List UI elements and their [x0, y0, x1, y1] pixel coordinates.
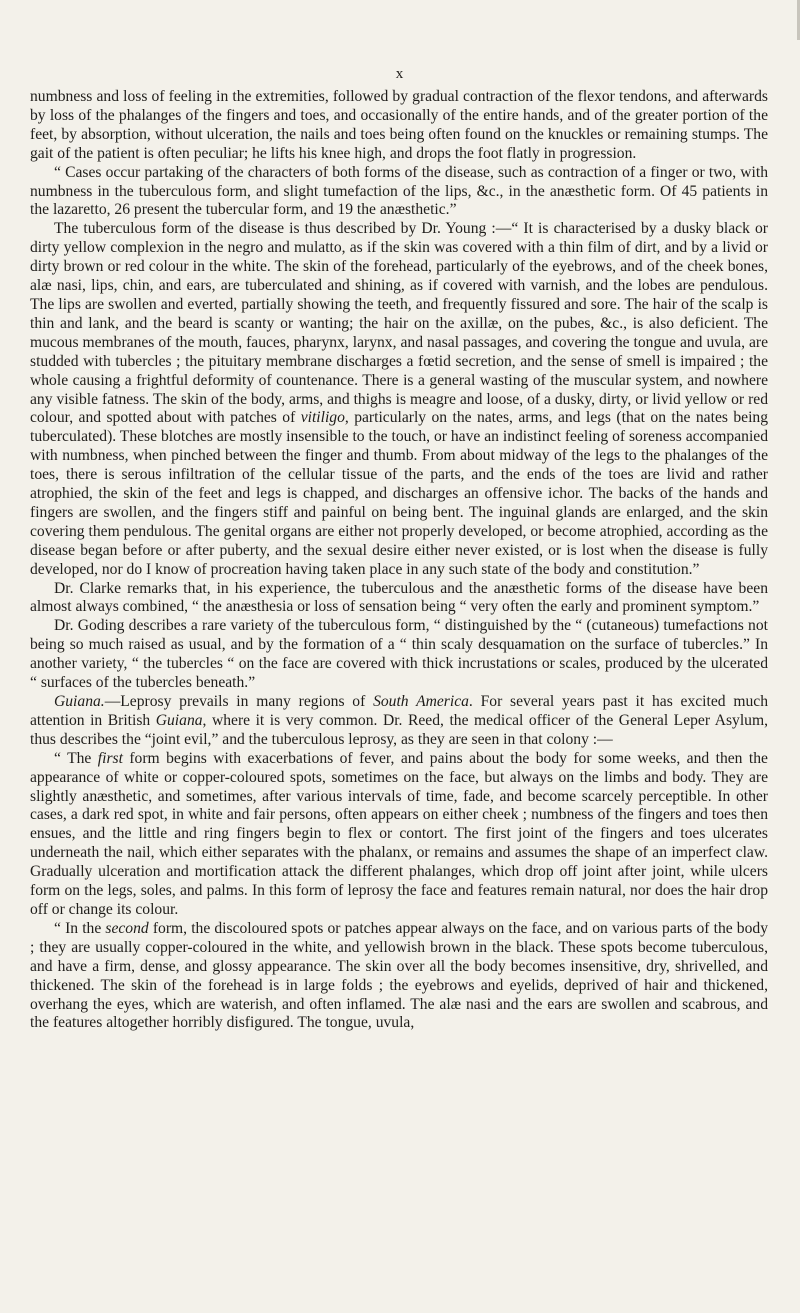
italic-text: vitiligo — [300, 409, 345, 427]
text-run: numbness and loss of feeling in the extremities, followed by gradual contraction of the flexor tendons, and afterwards by loss of the phalanges of the fingers and toes, and occasionally of the entire hands, and of the greater portion of the feet, by absorption, without ulceration, the nails and toes being often found on the knuckles or remaining stumps. The gait of the patient is often peculiar; he lifts his knee high, and drops the foot flatly in progression. — [30, 88, 768, 162]
italic-text: first — [97, 749, 123, 767]
text-run: Dr. Clarke remarks that, in his experience, the tuberculous and the anæsthetic forms of the disease have been almost always combined, “ the anæsthesia or loss of sensation being “ very often the early and prominent symptom.” — [30, 579, 768, 616]
text-run: , particularly on the nates, arms, and legs (that on the nates being tuberculated). These blotches are mostly insensible to the touch, or have an indistinct feeling of soreness accompanied with numbness, when pinched between the finger and thumb. From about midway of the legs to the phalanges of the toes, there is serous infiltration of the cellular tissue of the parts, and the ends of the toes are livid and rather atrophied, the skin of the feet and legs is chapped, and discharges an offensive ichor. The backs of the hands and fingers are swollen, and the fingers stiff and painful on being bent. The inguinal glands are enlarged, and the skin covering them pendulous. The genital organs are either not properly developed, or become atrophied, according as the disease began before or after puberty, and the sexual desire either never existed, or is lost when the disease is fully developed, nor do I know of procreation having taken place in any such state of the body and constitution.” — [30, 409, 768, 578]
paragraph-p8 — [30, 920, 768, 1033]
text-run: form, the discoloured spots or patches appear always on the face, and on various parts of the body ; they are usually copper-coloured in the white, and yellowish brown in the black. These spots become tuberculous, and have a firm, dense, and glossy appearance. The skin over all the body becomes insensitive, dry, shrivelled, and thickened. The skin of the forehead is in large folds ; the eyebrows and eyelids, deprived of hair and thickened, overhang the eyes, which are waterish, and often inflamed. The alæ nasi and the ears are swollen and scabrous, and the features altogether horribly disfigured. The tongue, uvula, — [30, 919, 768, 1032]
text-run: “ In the — [54, 919, 106, 937]
page-number: x — [395, 66, 405, 82]
italic-text: South America — [373, 693, 469, 710]
paragraph-p6 — [30, 693, 768, 750]
text-run: The tuberculous form of the disease is thus described by Dr. Young :—“ It is characterised by a dusky black or dirty yellow complexion in the negro and mulatto, as if the skin was covered with a thin film of dirt, and by a livid or dirty brown or red colour in the white. The skin of the forehead, particularly of the eyebrows, and of the cheek bones, alæ nasi, lips, chin, and ears, are tuberculated and shining, as if covered with varnish, and the lobes are pendulous. The lips are swollen and everted, partially showing the teeth, and frequently fissured and sore. The hair of the scalp is thin and lank, and the beard is scanty or wanting; the hair on the axillæ, on the pubes, &c., is also deficient. The mucous membranes of the mouth, fauces, pharynx, larynx, and nasal passages, and covering the tongue and uvula, are studded with tubercles ; the pituitary membrane discharges a fœtid secretion, and the sense of smell is impaired ; the whole causing a frightful deformity of countenance. There is a general wasting of the muscular system, and nowhere any visible fatness. The skin of the body, arms, and thighs is meagre and loose, of a dusky, dirty, or livid yellow or red colour, and spotted about with patches of — [30, 220, 768, 427]
text-run: . For several years past it has excited much attention in British — [30, 693, 768, 729]
text-run: “ Cases occur partaking of the characters of both forms of the disease, such as contraction of a finger or two, with numbness in the tuberculous form, and slight tumefaction of the lips, &c., in the anæsthetic form. Of 45 patients in the lazaretto, 26 present the tubercular form, and 19 the anæsthetic.” — [30, 163, 768, 219]
italic-text: Guiana. — [54, 693, 105, 710]
paragraph-p7 — [30, 750, 768, 920]
text-run: , where it is very common. Dr. Reed, the medical officer of the General Leper Asylum, thus describes the “joint evil,” and the tuberculous leprosy, as they are seen in that colony :— — [30, 711, 768, 748]
paragraph-p2 — [30, 164, 768, 221]
text-run: form begins with exacerbations of fever, and pains about the body for some weeks, and then the appearance of white or copper-coloured spots, sometimes on the face, but always on the limbs and body. They are slightly anæsthetic, and sometimes, after various intervals of time, fade, and become scarcely perceptible. In other cases, a dark red spot, in white and fair persons, often appears on either cheek ; numbness of the fingers and toes then ensues, and the little and ring fingers begin to flex or contort. The first joint of the fingers and toes ulcerates underneath the nail, which either separates with the phalanx, or remains and assumes the shape of an imperfect claw. Gradually ulceration and mortification attack the different phalanges, which drop off joint after joint, while ulcers form on the legs, soles, and palms. In this form of leprosy the face and features remain natural, nor does the hair drop off or change its colour. — [30, 749, 768, 918]
text-run: “ The — [54, 749, 98, 767]
italic-text: Guiana — [155, 711, 203, 729]
text-run: —Leprosy prevails in many regions of — [104, 693, 374, 710]
text-run: Dr. Goding describes a rare variety of the tuberculous form, “ distinguished by the “ (cutaneous) tumefactions not being so much raised as usual, and by the formation of a “ thin scaly desquamation on the surface of tubercles.” In another variety, “ the tubercles “ on the face are covered with thick incrustations or scales, produced by the ulcerated “ surfaces of the tubercles beneath.” — [30, 617, 768, 692]
italic-text: second — [105, 919, 149, 937]
paragraph-p3 — [30, 220, 768, 579]
body-text — [30, 88, 768, 1033]
paragraph-p1 — [30, 88, 768, 164]
paragraph-p4 — [30, 580, 768, 618]
paragraph-p5 — [30, 617, 768, 693]
